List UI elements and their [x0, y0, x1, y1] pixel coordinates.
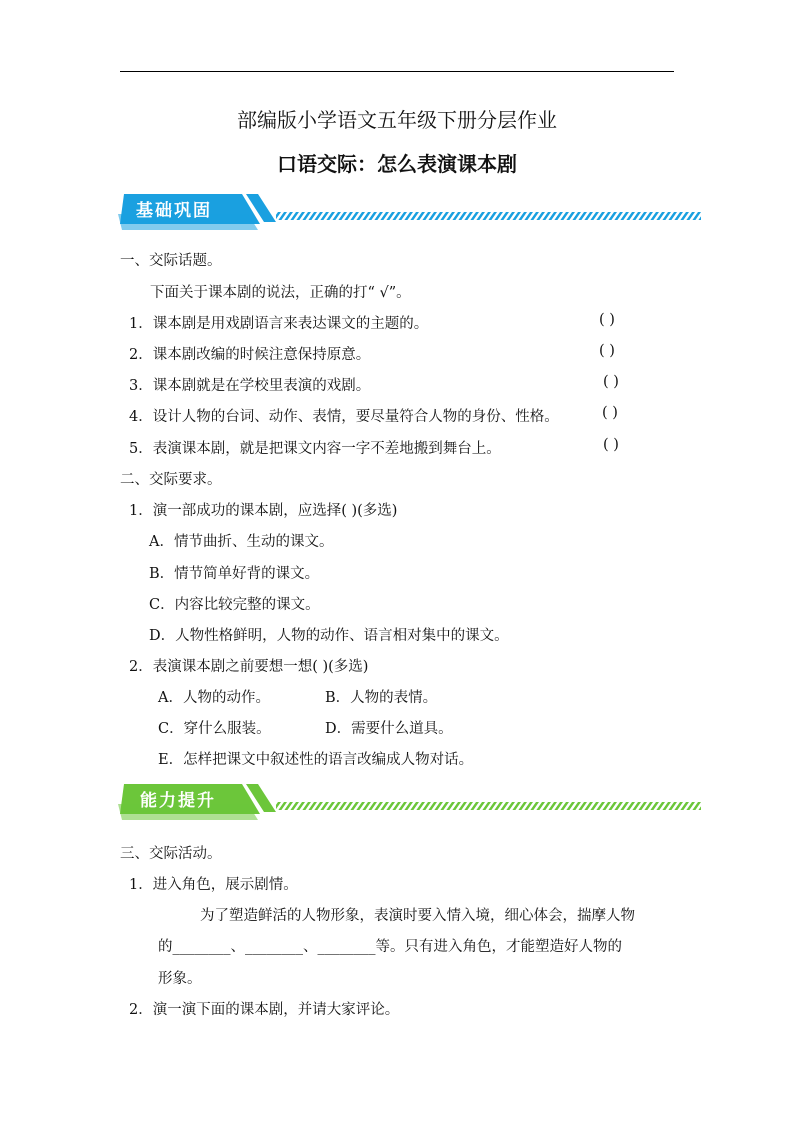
- q1-item-3: 3．课本剧就是在学校里表演的戏剧。: [129, 378, 371, 394]
- q2-sub1-stem: 1．演一部成功的课本剧，应选择( )(多选): [129, 503, 398, 519]
- q1-item-4-answer-blank[interactable]: ( ): [602, 405, 618, 421]
- q3-sub2-stem: 2．演一演下面的课本剧，并请大家评论。: [129, 1002, 400, 1018]
- q1-item-5: 5．表演课本剧，就是把课文内容一字不差地搬到舞台上。: [129, 441, 501, 457]
- q3-heading: 三、交际活动。: [120, 846, 222, 862]
- q2-sub2-option-b[interactable]: B．人物的表情。: [325, 690, 438, 706]
- q2-sub2-option-d[interactable]: D．需要什么道具。: [325, 721, 453, 737]
- q2-sub1-option-c[interactable]: C．内容比较完整的课文。: [149, 597, 320, 613]
- q3-sub1-paragraph-line1: 为了塑造鲜活的人物形象，表演时要入情入境，细心体会，揣摩人物: [200, 908, 635, 924]
- q2-sub2-stem: 2．表演课本剧之前要想一想( )(多选): [129, 659, 369, 675]
- q2-heading: 二、交际要求。: [120, 472, 222, 488]
- document-subtitle: 口语交际：怎么表演课本剧: [277, 152, 517, 176]
- q2-sub2-option-e[interactable]: E．怎样把课文中叙述性的语言改编成人物对话。: [158, 752, 474, 768]
- section-banner-basic: [118, 192, 708, 232]
- q1-item-1: 1．课本剧是用戏剧语言来表达课文的主题的。: [129, 316, 429, 332]
- q1-heading: 一、交际话题。: [120, 253, 222, 269]
- q1-item-2-answer-blank[interactable]: ( ): [599, 343, 615, 359]
- section-banner-advanced: [118, 782, 708, 822]
- q1-item-5-answer-blank[interactable]: ( ): [603, 437, 619, 453]
- q1-item-3-answer-blank[interactable]: ( ): [603, 374, 619, 390]
- section-label-basic: 基础巩固: [136, 201, 212, 221]
- q2-sub2-option-c[interactable]: C．穿什么服装。: [158, 721, 271, 737]
- q3-sub1-paragraph-line2[interactable]: 的________、________、________等。只有进入角色，才能塑造好人物的: [158, 939, 622, 955]
- q3-sub1-paragraph-line3: 形象。: [158, 971, 202, 987]
- q1-intro: 下面关于课本剧的说法，正确的打“ √”。: [150, 285, 411, 301]
- q2-sub1-option-d[interactable]: D．人物性格鲜明，人物的动作、语言相对集中的课文。: [149, 628, 509, 644]
- header-rule: [120, 71, 674, 72]
- q1-item-4: 4．设计人物的台词、动作、表情，要尽量符合人物的身份、性格。: [129, 409, 559, 425]
- q2-sub1-option-b[interactable]: B．情节简单好背的课文。: [149, 566, 320, 582]
- q1-item-2: 2．课本剧改编的时候注意保持原意。: [129, 347, 371, 363]
- q3-sub1-stem: 1．进入角色，展示剧情。: [129, 877, 298, 893]
- section-label-advanced: 能力提升: [140, 791, 216, 811]
- q1-item-1-answer-blank[interactable]: ( ): [599, 312, 615, 328]
- q2-sub2-option-a[interactable]: A．人物的动作。: [158, 690, 270, 706]
- q2-sub1-option-a[interactable]: A．情节曲折、生动的课文。: [149, 534, 334, 550]
- document-title: 部编版小学语文五年级下册分层作业: [237, 108, 557, 132]
